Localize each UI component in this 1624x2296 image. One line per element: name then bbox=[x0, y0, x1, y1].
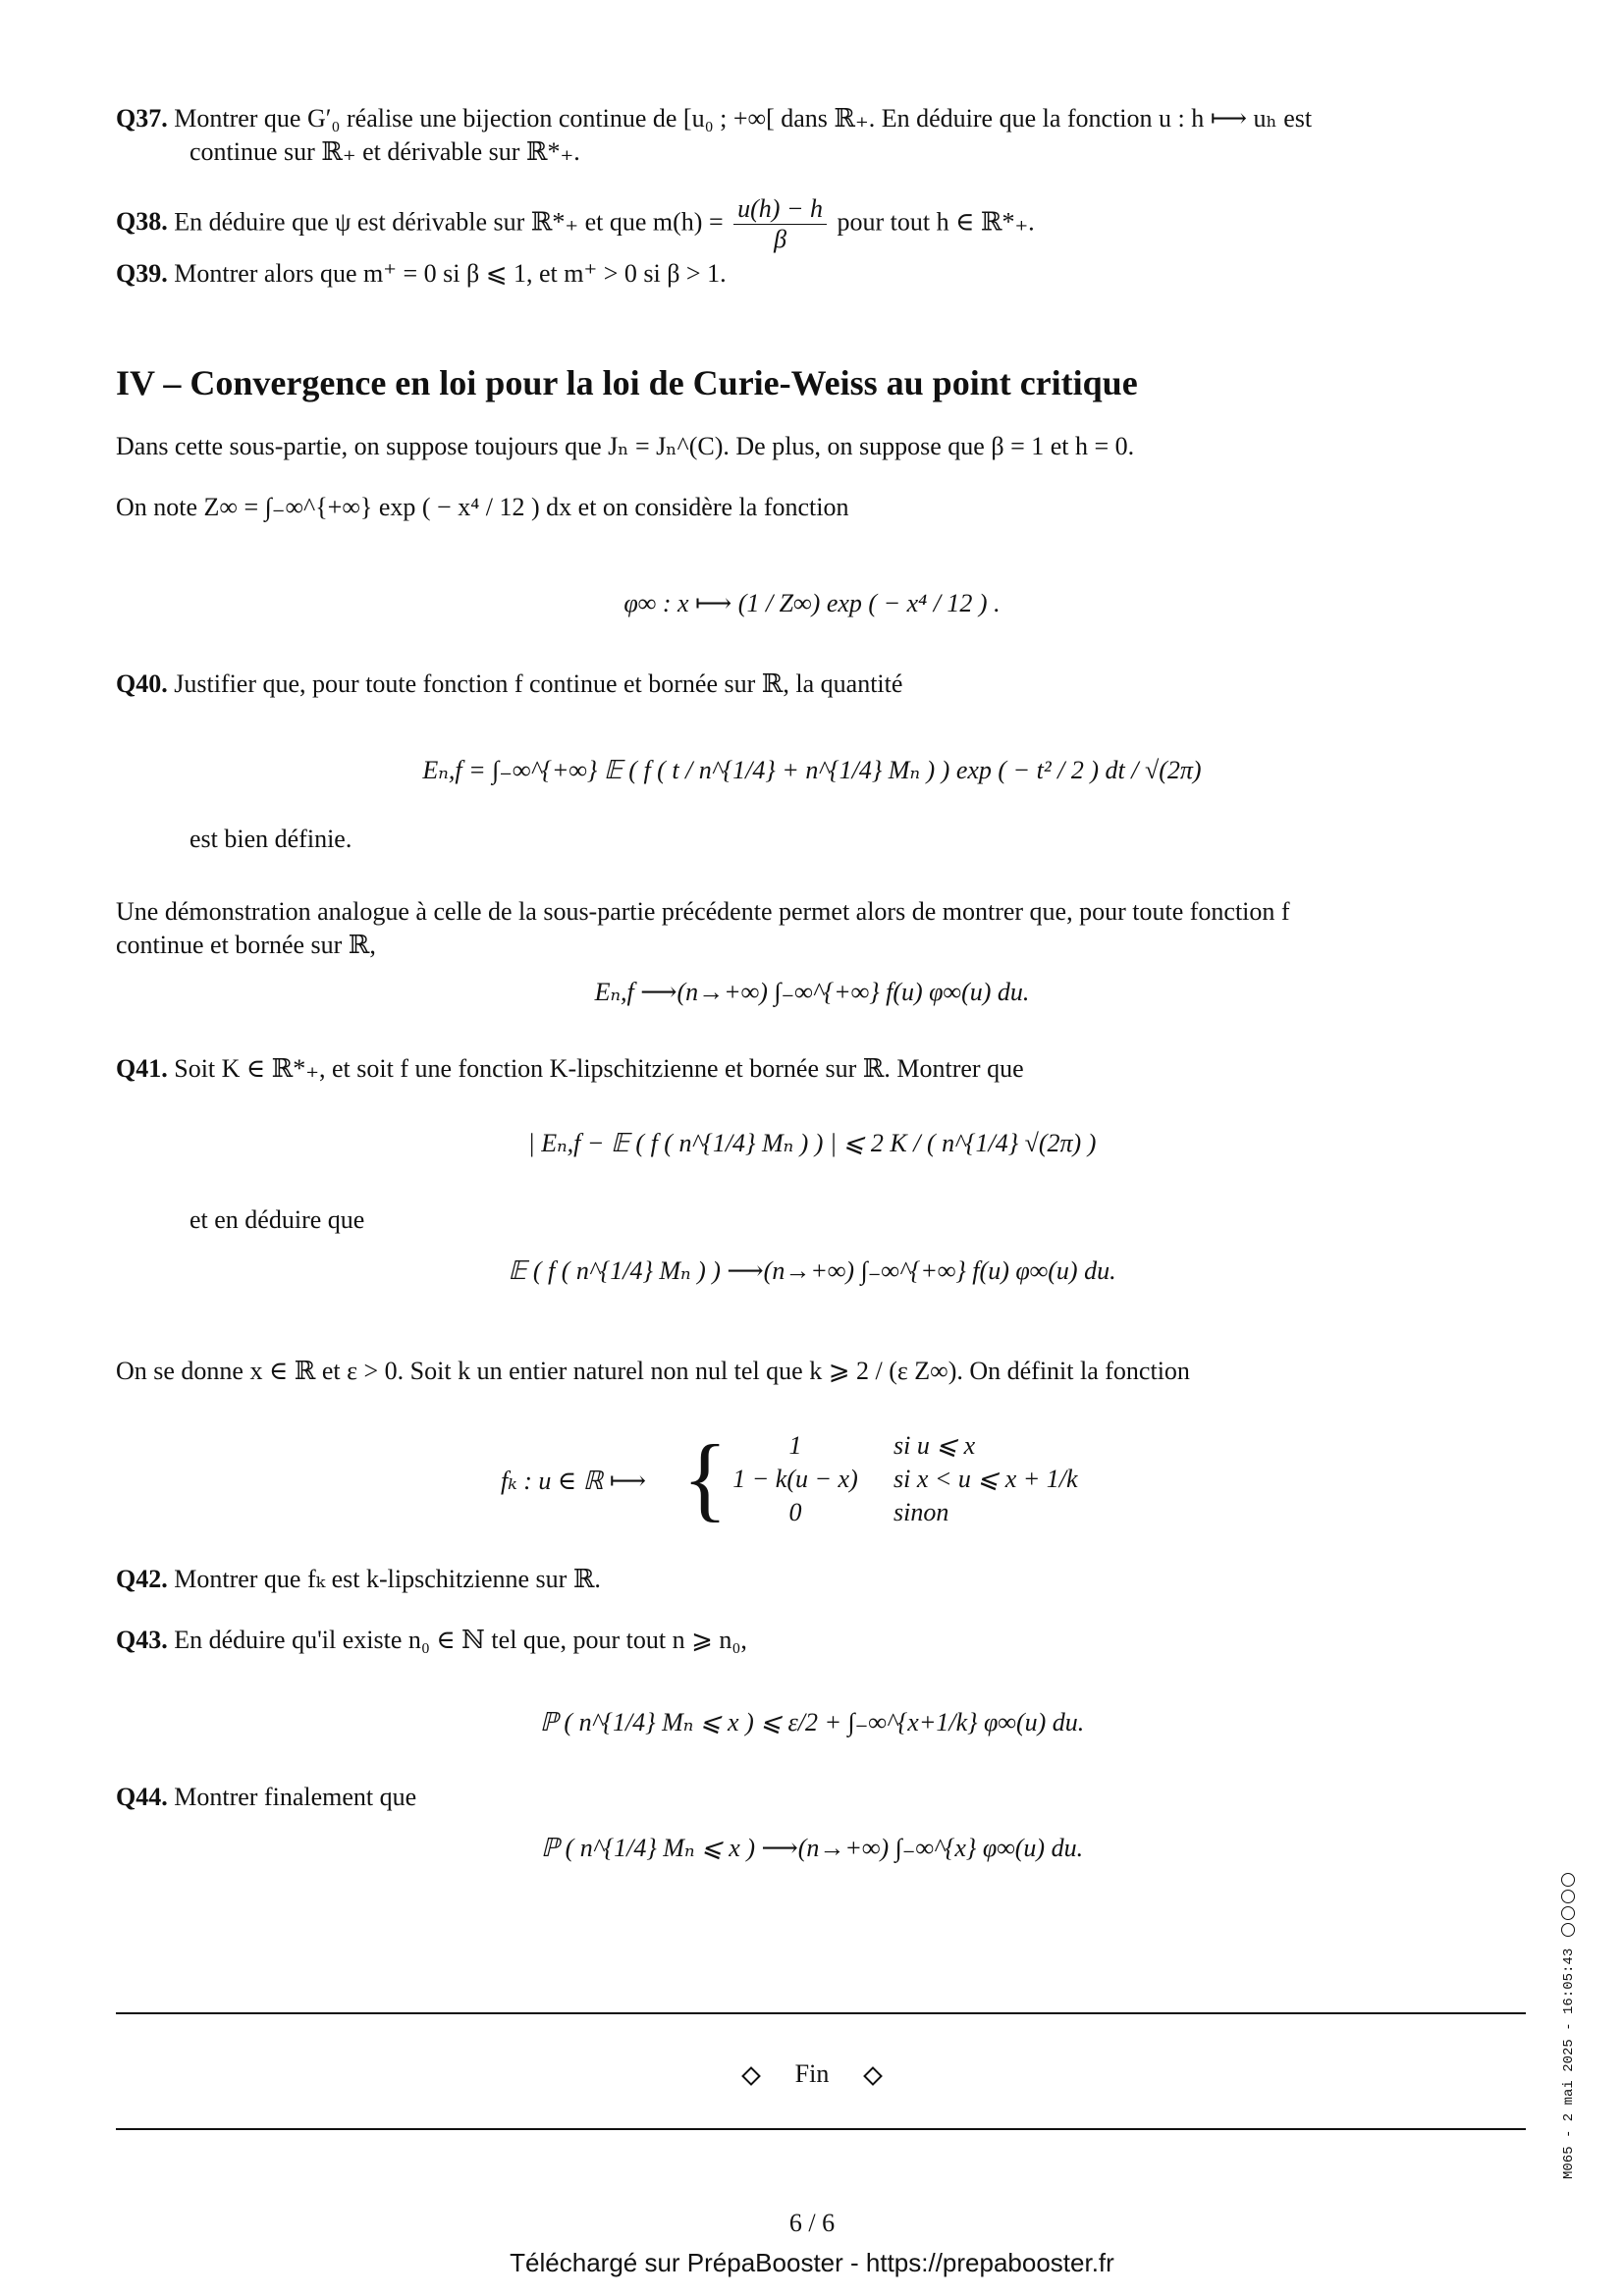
cc-icon bbox=[1561, 1923, 1575, 1937]
section-paragraph-4: On se donne x ∈ ℝ et ε > 0. Soit k un entier naturel non nul tel que k ⩾ 2 / (ε Z∞). On définit la fonction bbox=[116, 1357, 1190, 1385]
fraction-denominator: β bbox=[774, 225, 787, 253]
question-text: Justifier que, pour toute fonction f continue et bornée sur ℝ, la quantité bbox=[174, 669, 903, 698]
diamond-icon bbox=[741, 2066, 761, 2086]
question-text-after: pour tout h ∈ ℝ*₊. bbox=[837, 207, 1035, 237]
question-number: Q41. bbox=[116, 1054, 168, 1083]
by-icon bbox=[1561, 1906, 1575, 1920]
question-38 bbox=[116, 194, 1530, 254]
formula-probability-bound: ℙ ( n^{1/4} Mₙ ⩽ x ) ⩽ ε/2 + ∫₋∞^{x+1/k} φ∞(u) du. bbox=[539, 1708, 1085, 1736]
bottom-rule bbox=[116, 2128, 1526, 2130]
fraction bbox=[733, 194, 827, 254]
fraction-numerator: u(h) − h bbox=[733, 194, 827, 225]
side-stamp-text: M065 - 2 mai 2025 - 16:05:43 bbox=[1561, 1948, 1577, 2179]
diamond-icon bbox=[863, 2066, 883, 2086]
section-paragraph-1: Dans cette sous-partie, on suppose toujours que Jₙ = Jₙ^(C). De plus, on suppose que β = 1 et h = 0. bbox=[116, 432, 1135, 460]
question-text: Soit K ∈ ℝ*₊, et soit f une fonction K-lipschitzienne et bornée sur ℝ. Montrer que bbox=[174, 1054, 1024, 1083]
download-link-text[interactable]: Téléchargé sur PrépaBooster - https://prepabooster.fr bbox=[510, 2248, 1114, 2277]
sa-icon bbox=[1561, 1873, 1575, 1887]
question-40 bbox=[116, 667, 1530, 701]
question-41 bbox=[116, 1052, 1530, 1086]
question-44 bbox=[116, 1781, 1530, 1814]
question-42 bbox=[116, 1563, 1530, 1596]
question-number: Q39. bbox=[116, 259, 168, 288]
question-37 bbox=[116, 102, 1530, 135]
question-text: En déduire qu'il existe n₀ ∈ ℕ tel que, pour tout n ⩾ n₀, bbox=[174, 1626, 747, 1654]
section-paragraph-2: On note Z∞ = ∫₋∞^{+∞} exp ( − x⁴ / 12 ) dx et on considère la fonction bbox=[116, 493, 849, 521]
question-number: Q37. bbox=[116, 104, 168, 133]
nc-icon bbox=[1561, 1890, 1575, 1903]
question-41-middle: et en déduire que bbox=[189, 1205, 365, 1234]
question-text: Montrer finalement que bbox=[174, 1783, 417, 1811]
question-number: Q42. bbox=[116, 1565, 168, 1593]
case-3-condition: sinon bbox=[893, 1498, 949, 1526]
question-number: Q44. bbox=[116, 1783, 168, 1811]
question-text: Montrer alors que m⁺ = 0 si β ⩽ 1, et m⁺ > 0 si β > 1. bbox=[174, 259, 727, 288]
side-stamp bbox=[1561, 1873, 1577, 2179]
fk-definition bbox=[501, 1425, 1188, 1537]
case-2-value: 1 − k(u − x) bbox=[732, 1465, 858, 1493]
phi-definition: φ∞ : x ⟼ (1 / Z∞) exp ( − x⁴ / 12 ) . bbox=[623, 589, 1001, 617]
section-paragraph-3-line-1: Une démonstration analogue à celle de la sous-partie précédente permet alors de montrer que, pour toute fonction f bbox=[116, 897, 1290, 926]
question-text: Montrer que G′₀ réalise une bijection continue de [u₀ ; +∞[ dans ℝ₊. En déduire que la fonction u : h ⟼ uₕ est bbox=[174, 104, 1313, 133]
case-1-value: 1 bbox=[788, 1431, 802, 1460]
fin-marker bbox=[0, 2059, 1624, 2089]
formula-E-n-f: Eₙ,f = ∫₋∞^{+∞} 𝔼 ( f ( t / n^{1/4} + n^{1/4} Mₙ ) ) exp ( − t² / 2 ) dt / √(2π) bbox=[422, 756, 1202, 784]
fk-label: fₖ : u ∈ ℝ ⟼ bbox=[501, 1467, 646, 1495]
section-paragraph-3-line-2: continue et bornée sur ℝ, bbox=[116, 931, 376, 959]
fin-text: Fin bbox=[794, 2059, 830, 2088]
formula-final-limit: ℙ ( n^{1/4} Mₙ ⩽ x ) ⟶(n→+∞) ∫₋∞^{x} φ∞(u) du. bbox=[540, 1834, 1084, 1862]
page-number: 6 / 6 bbox=[788, 2209, 836, 2237]
case-3-value: 0 bbox=[788, 1498, 802, 1526]
case-2-condition: si x < u ⩽ x + 1/k bbox=[893, 1465, 1078, 1493]
question-43 bbox=[116, 1624, 1530, 1657]
question-40-after: est bien définie. bbox=[189, 825, 352, 853]
question-number: Q43. bbox=[116, 1626, 168, 1654]
question-39 bbox=[116, 257, 1530, 291]
question-text: Montrer que fₖ est k-lipschitzienne sur ℝ. bbox=[174, 1565, 601, 1593]
formula-inequality: | Eₙ,f − 𝔼 ( f ( n^{1/4} Mₙ ) ) | ⩽ 2 K / ( n^{1/4} √(2π) ) bbox=[527, 1129, 1097, 1157]
formula-limit: Eₙ,f ⟶(n→+∞) ∫₋∞^{+∞} f(u) φ∞(u) du. bbox=[594, 978, 1030, 1006]
case-1-condition: si u ⩽ x bbox=[893, 1431, 976, 1460]
question-number: Q40. bbox=[116, 669, 168, 698]
left-brace: { bbox=[682, 1425, 729, 1530]
question-37-continuation: continue sur ℝ₊ et dérivable sur ℝ*₊. bbox=[189, 137, 580, 166]
question-number: Q38. bbox=[116, 207, 168, 237]
question-text: En déduire que ψ est dérivable sur ℝ*₊ et que m(h) = bbox=[174, 207, 724, 237]
formula-convergence: 𝔼 ( f ( n^{1/4} Mₙ ) ) ⟶(n→+∞) ∫₋∞^{+∞} f(u) φ∞(u) du. bbox=[508, 1256, 1116, 1285]
top-rule bbox=[116, 2012, 1526, 2014]
section-title: IV – Convergence en loi pour la loi de Curie-Weiss au point critique bbox=[116, 363, 1138, 402]
